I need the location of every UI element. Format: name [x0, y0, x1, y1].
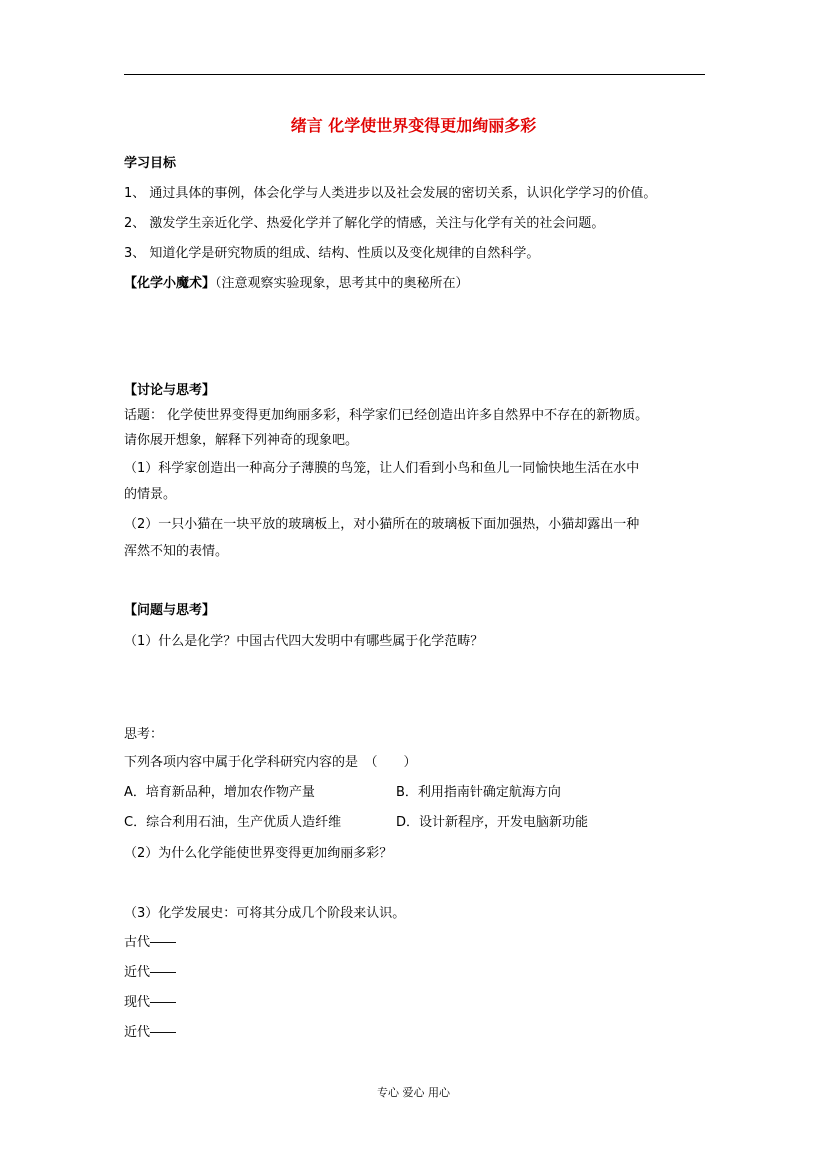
option-b: B．利用指南针确定航海方向 [396, 785, 561, 800]
objective-item-3: 3、 知道化学是研究物质的组成、结构、性质以及变化规律的自然科学。 [124, 246, 540, 261]
option-c: C．综合利用石油，生产优质人造纤维 [124, 815, 342, 830]
question-1: （1）什么是化学？中国古代四大发明中有哪些属于化学范畴？ [124, 634, 484, 649]
discussion-line-2: 请你展开想象，解释下列神奇的现象吧。 [124, 433, 359, 448]
page-title: 绪言 化学使世界变得更加绚丽多彩 [290, 116, 537, 135]
discussion-line-4: 的情景。 [124, 487, 177, 502]
question-2: （2）为什么化学能使世界变得更加绚丽多彩？ [124, 846, 393, 861]
era-ancient: 古代―― [124, 935, 177, 950]
page-footer: 专心 爱心 用心 [377, 1086, 450, 1099]
think-label: 思考： [124, 727, 164, 742]
era-modern: 现代―― [124, 995, 177, 1010]
questions-heading: 【问题与思考】 [124, 603, 216, 618]
objective-item-2: 2、 激发学生亲近化学、热爱化学并了解化学的情感，关注与化学有关的社会问题。 [124, 216, 605, 231]
discussion-line-3: （1）科学家创造出一种高分子薄膜的鸟笼，让人们看到小鸟和鱼儿一同愉快地生活在水中 [124, 461, 640, 476]
objective-item-1: 1、 通过具体的事例，体会化学与人类进步以及社会发展的密切关系，认识化学学习的价值。 [124, 186, 657, 201]
magic-heading: 【化学小魔术】 [124, 276, 216, 291]
discussion-line-5: （2）一只小猫在一块平放的玻璃板上，对小猫所在的玻璃板下面加强热，小猫却露出一种 [124, 517, 640, 532]
objectives-heading: 学习目标 [124, 156, 177, 171]
option-d: D．设计新程序，开发电脑新功能 [396, 815, 589, 830]
mc-question: 下列各项内容中属于化学科研究内容的是 （ ） [124, 755, 417, 770]
magic-note: （注意观察实验现象，思考其中的奥秘所在） [215, 276, 469, 291]
discussion-line-6: 浑然不知的表情。 [124, 544, 229, 559]
header-rule [124, 74, 705, 75]
discussion-heading: 【讨论与思考】 [124, 383, 216, 398]
era-early-modern: 近代―― [124, 965, 177, 980]
discussion-line-1: 话题： 化学使世界变得更加绚丽多彩，科学家们已经创造出许多自然界中不存在的新物质。 [124, 408, 649, 423]
magic-section [124, 275, 469, 293]
question-3: （3）化学发展史：可将其分成几个阶段来认识。 [124, 906, 406, 921]
option-a: A．培育新品种，增加农作物产量 [124, 785, 315, 800]
era-recent: 近代―― [124, 1025, 177, 1040]
